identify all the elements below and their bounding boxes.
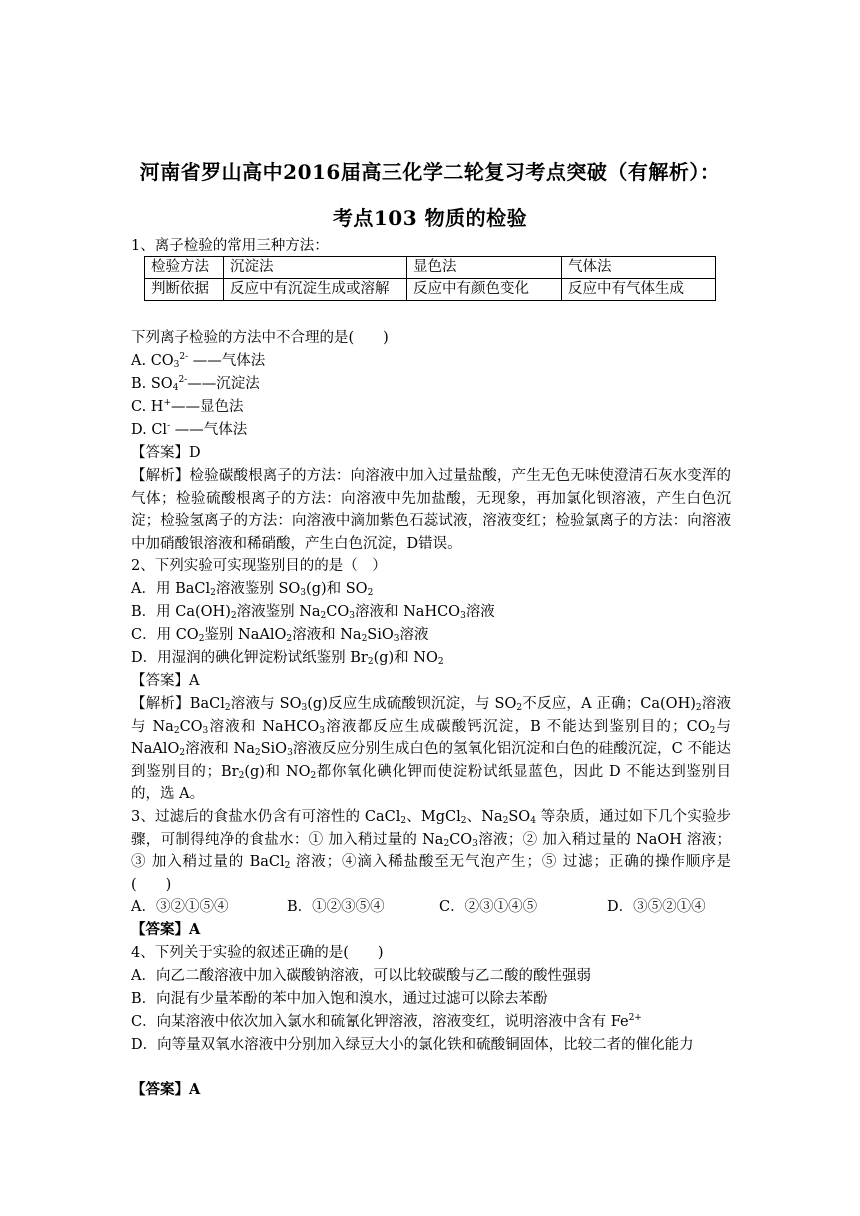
table-cell: 检验方法 bbox=[145, 257, 224, 279]
q1-analysis: 【解析】检验碳酸根离子的方法：向溶液中加入过量盐酸，产生无色无味使澄清石灰水变浑的气体；检验硫酸根离子的方法：向溶液中先加盐酸，无现象，再加氯化钡溶液，产生白色沉淀；检验氢离子的方法：向溶液中滴加紫色石蕊试液，溶液变红；检验氯离子的方法：向溶液中加硝酸银溶液和稀硝酸，产生白色沉淀，D错误。 bbox=[131, 468, 731, 552]
q2-option-a: A．用 BaCl$_2$溶液鉴别 $SO_3(g)$和 $SO_2$ bbox=[131, 581, 374, 598]
q2-analysis: 【解析】BaCl$_2$溶液与 $SO_3(g)$反应生成硫酸钡沉淀，与 $SO_2$不反应，A 正确；$Ca(OH)_2$溶液与 $Na_2CO_3$溶液和 NaHCO$_3$溶液都反应生成碳酸钙沉淀，B 不能达到鉴别目的；$CO_2$与 NaAlO$_2$溶液和 $Na_2SiO_3$溶液反应分别生成白色的氢氧化铝沉淀和白色的硅酸沉淀，C 不能达到鉴别目的；$Br_2(g)$和 $NO_2$都你氧化碘化钾而使淀粉试纸显蓝色，因此 D 不能达到鉴别目的，选 A。 bbox=[131, 696, 732, 802]
q4-option-b: B．向混有少量苯酚的苯中加入饱和溴水，通过过滤可以除去苯酚 bbox=[131, 991, 548, 1007]
table-cell: 显色法 bbox=[407, 257, 562, 279]
q1-intro: 1、离子检验的常用三种方法： bbox=[131, 238, 329, 254]
table-header-row bbox=[145, 257, 716, 279]
q3-option-c: C．②③①④⑤ bbox=[439, 899, 538, 915]
page-title: 河南省罗山高中2016届高三化学二轮复习考点突破（有解析）： bbox=[139, 160, 721, 184]
table-cell: 反应中有颜色变化 bbox=[407, 279, 562, 301]
page-subtitle: 考点103 物质的检验 bbox=[332, 206, 528, 230]
q4-question: 4、下列关于实验的叙述正确的是( ) bbox=[131, 945, 384, 961]
q1-question: 下列离子检验的方法中不合理的是( ) bbox=[131, 330, 389, 346]
q3-options bbox=[131, 896, 731, 919]
q2-option-d: D．用湿润的碘化钾淀粉试纸鉴别 $Br_2(g)$和 $NO_2$ bbox=[131, 650, 444, 667]
q3-question: 3、过滤后的食盐水仍含有可溶性的 CaCl$_2$、MgCl$_2$、$Na_2SO_4$ 等杂质，通过如下几个实验步骤，可制得纯净的食盐水：① 加入稍过量的 $Na_2CO_3$溶液；② 加入稍过量的 NaOH 溶液；③ 加入稍过量的 BaCl$_2$ 溶液；④滴入稀盐酸至无气泡产生；⑤ 过滤；正确的操作顺序是( ) bbox=[131, 809, 732, 893]
q2-answer: 【答案】A bbox=[131, 673, 200, 689]
q2-option-c: C．用 $CO_2$鉴别 NaAlO$_2$溶液和 $Na_2SiO_3$溶液 bbox=[131, 627, 429, 644]
q3-option-b: B．①②③⑤④ bbox=[287, 899, 385, 915]
q1-option-b: B. $SO_4^{2-}——$沉淀法 bbox=[131, 375, 260, 393]
q4-answer: 【答案】A bbox=[131, 1081, 201, 1098]
table-cell: 气体法 bbox=[562, 257, 716, 279]
table-cell: 判断依据 bbox=[145, 279, 224, 301]
q4-option-a: A．向乙二酸溶液中加入碳酸钠溶液，可以比较碳酸与乙二酸的酸性强弱 bbox=[131, 968, 591, 984]
methods-table bbox=[144, 256, 716, 301]
table-cell: 反应中有沉淀生成或溶解 bbox=[224, 279, 407, 301]
q1-option-a: A. $CO_3^{2-}$ ——气体法 bbox=[131, 352, 266, 370]
q2-option-b: B．用 $Ca(OH)_2$溶液鉴别 $Na_2CO_3$溶液和 NaHCO$_3$溶液 bbox=[131, 604, 495, 621]
q3-option-d: D．③⑤②①④ bbox=[607, 899, 706, 915]
q1-answer: 【答案】D bbox=[131, 445, 201, 461]
table-cell: 沉淀法 bbox=[224, 257, 407, 279]
table-row bbox=[145, 279, 716, 301]
q3-option-a: A．③②①⑤④ bbox=[131, 899, 229, 915]
table-cell: 反应中有气体生成 bbox=[562, 279, 716, 301]
q3-answer: 【答案】A bbox=[131, 921, 201, 938]
q4-option-d: D．向等量双氧水溶液中分别加入绿豆大小的氯化铁和硫酸铜固体，比较二者的催化能力 bbox=[131, 1037, 694, 1053]
q2-question: 2、下列实验可实现鉴别目的的是（ ） bbox=[131, 558, 387, 574]
q1-option-d: D. Cl- ——气体法 bbox=[131, 421, 248, 438]
q1-option-c: C. H+——显色法 bbox=[131, 398, 244, 415]
q4-option-c: C．向某溶液中依次加入氯水和硫氰化钾溶液，溶液变红，说明溶液中含有 $Fe^{2+}$ bbox=[131, 1013, 642, 1030]
